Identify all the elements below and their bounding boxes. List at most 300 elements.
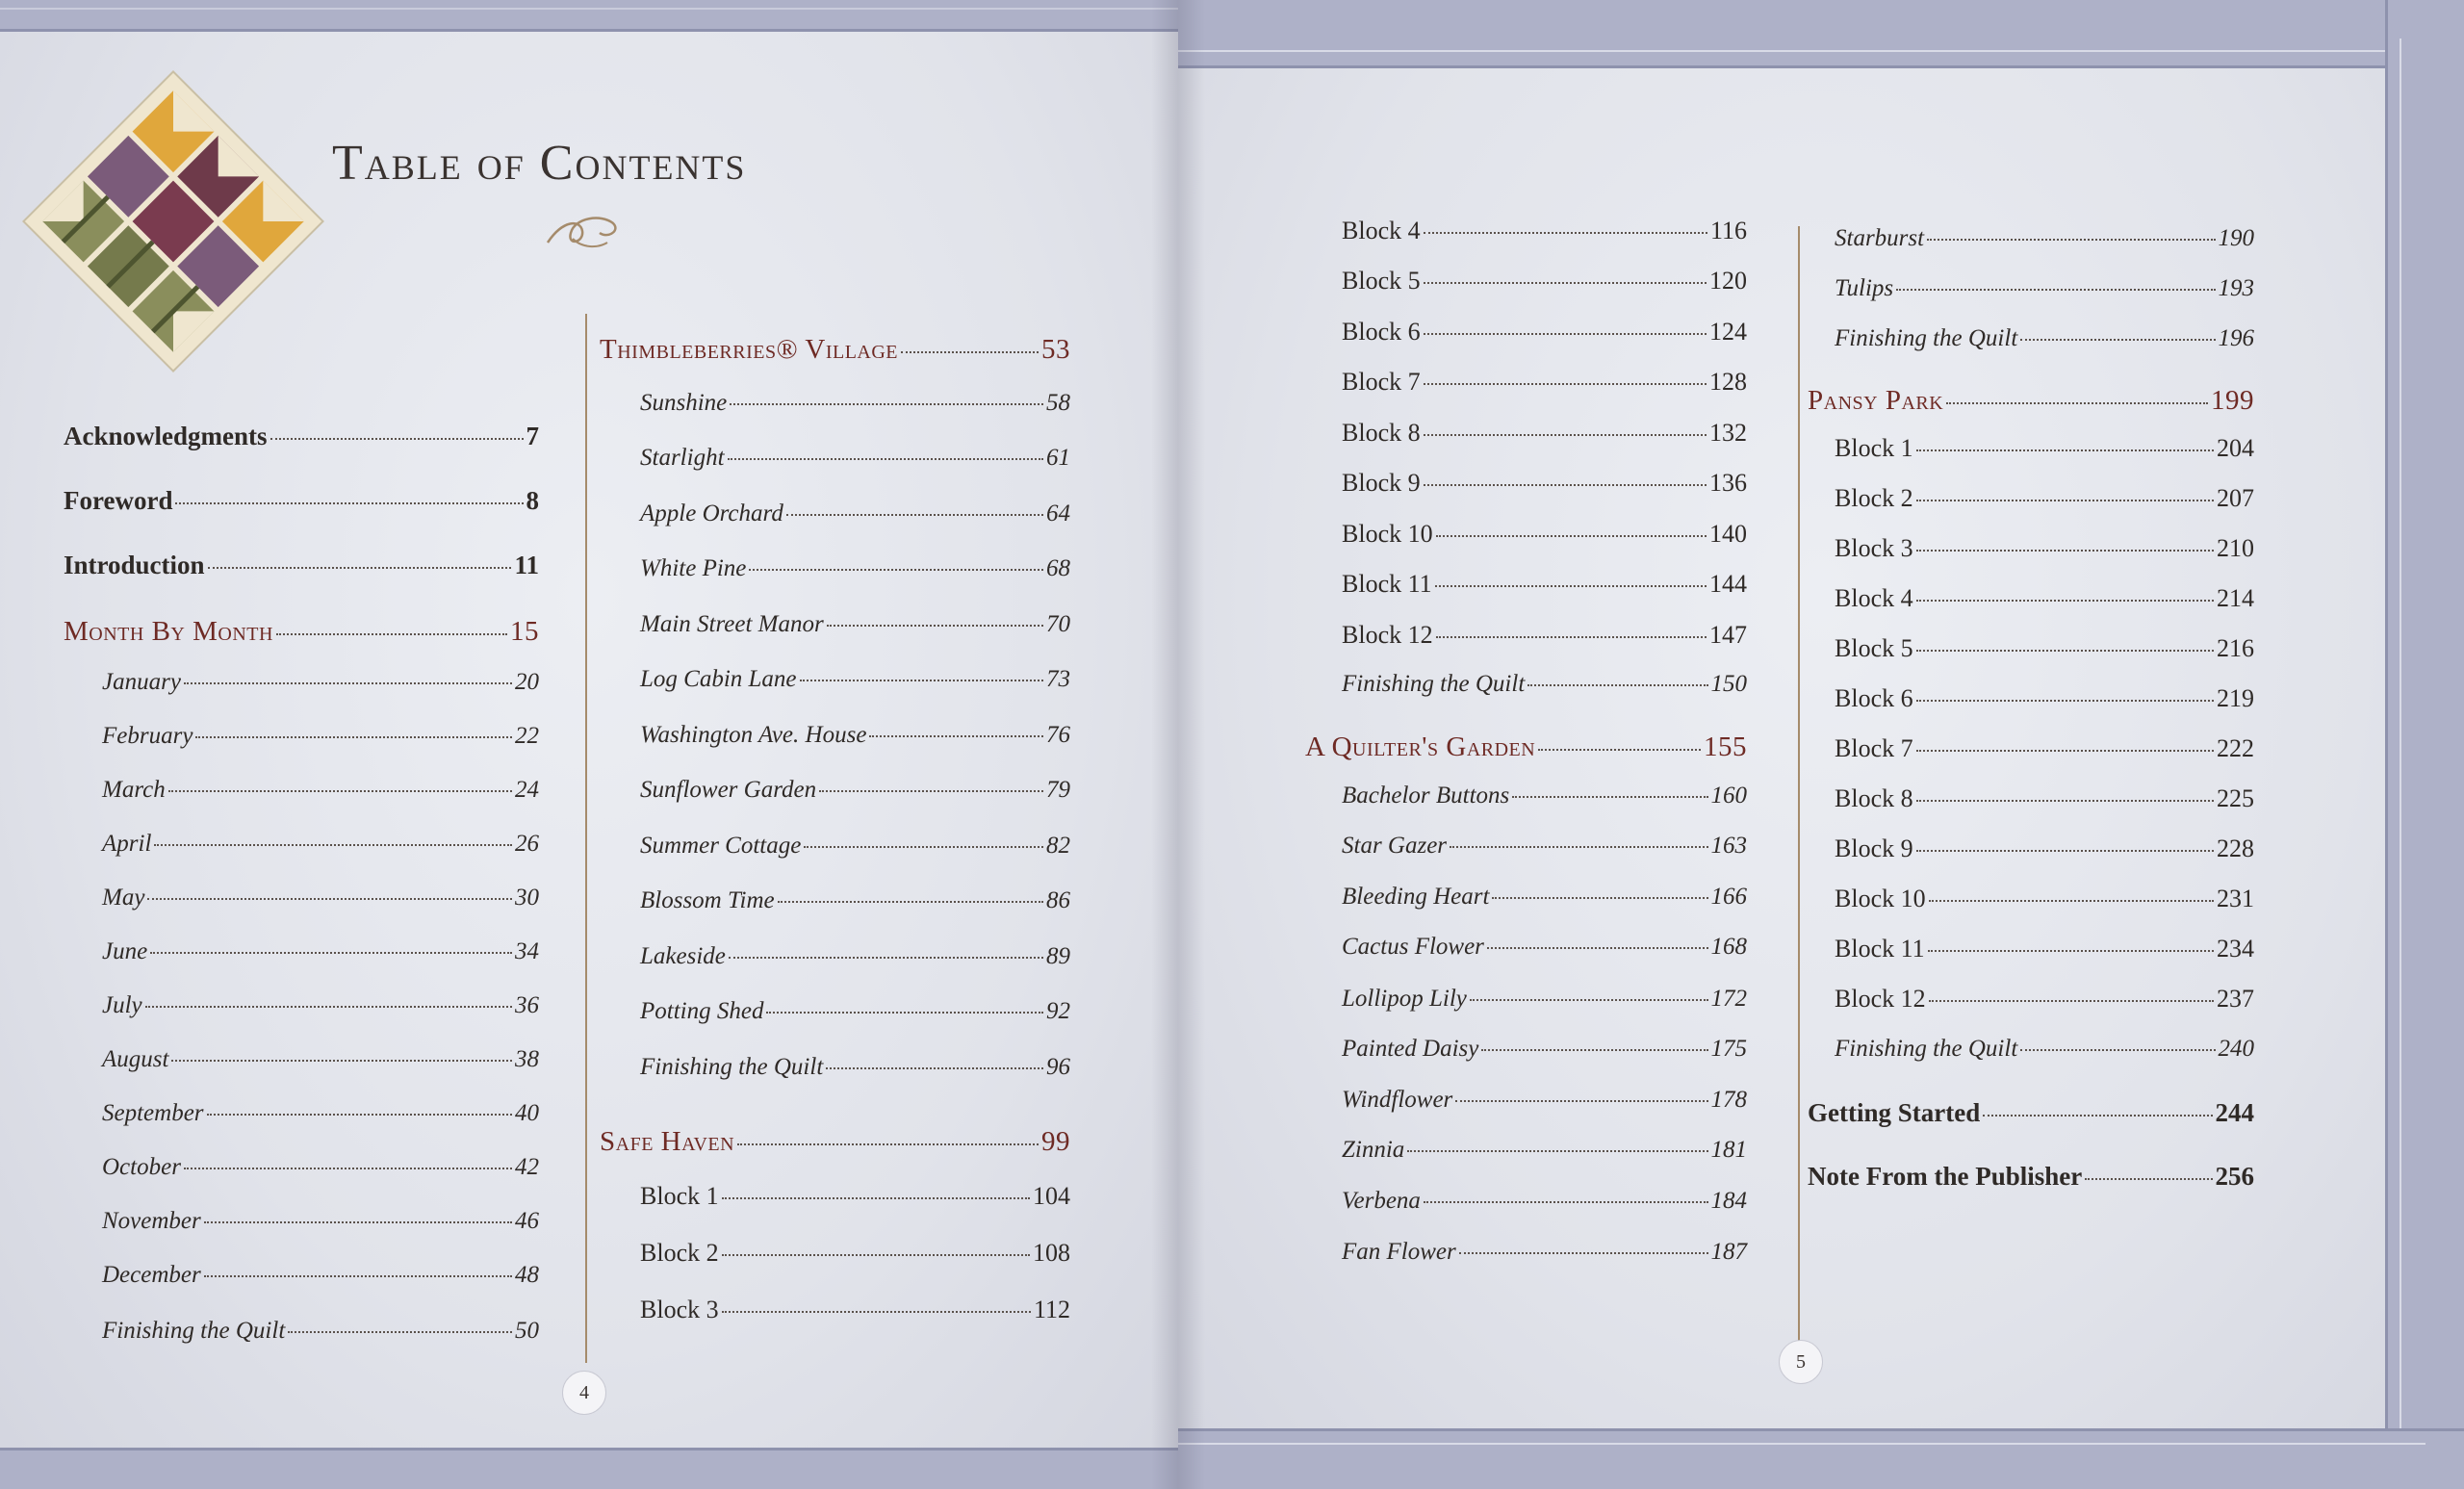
- dot-leader: [145, 1005, 512, 1008]
- toc-entry: [1342, 1087, 1747, 1114]
- toc-entry-title: Block 4: [1835, 584, 1913, 612]
- toc-entry-page: 210: [2217, 534, 2254, 562]
- dot-leader: [1916, 799, 2214, 802]
- toc-entry: [640, 1182, 1070, 1211]
- toc-entry-title: Block 8: [1342, 419, 1421, 447]
- toc-entry-title: Tulips: [1835, 275, 1894, 301]
- toc-entry-page: 175: [1710, 1036, 1747, 1062]
- toc-entry-page: 89: [1046, 943, 1070, 969]
- dot-leader: [1929, 999, 2214, 1002]
- left-top-border: [0, 0, 1178, 32]
- toc-entry: [1835, 275, 2254, 302]
- dot-leader: [2020, 338, 2215, 341]
- dot-leader: [1492, 896, 1707, 899]
- dot-leader: [737, 1142, 1039, 1145]
- dot-leader: [1983, 1114, 2212, 1117]
- dot-leader: [1916, 499, 2214, 501]
- dot-leader: [1916, 449, 2214, 451]
- toc-entry-page: 79: [1046, 777, 1070, 803]
- dot-leader: [722, 1310, 1031, 1313]
- dot-leader: [1916, 549, 2214, 552]
- dot-leader: [1538, 748, 1701, 751]
- toc-entry-title: Block 11: [1835, 935, 1925, 963]
- toc-entry-page: 204: [2217, 434, 2254, 462]
- toc-entry-page: 24: [515, 777, 539, 803]
- dot-leader: [1946, 401, 2208, 404]
- dot-leader: [728, 457, 1043, 460]
- toc-entry-title: Getting Started: [1808, 1098, 1981, 1127]
- column-divider-left: [585, 314, 587, 1363]
- dot-leader: [729, 956, 1043, 959]
- toc-entry-title: Windflower: [1342, 1087, 1453, 1113]
- toc-entry: [1342, 1036, 1747, 1063]
- dot-leader: [1424, 1200, 1708, 1203]
- toc-entry-title: White Pine: [640, 555, 747, 581]
- toc-entry-title: Starlight: [640, 445, 725, 471]
- toc-entry-title: Finishing the Quilt: [1342, 671, 1526, 697]
- tulip-quilt-block-icon: [10, 58, 337, 385]
- right-bottom-border: [1178, 1428, 2464, 1489]
- dot-leader: [1459, 1251, 1708, 1254]
- toc-entry-title: Painted Daisy: [1342, 1036, 1479, 1062]
- toc-entry-page: 144: [1709, 570, 1747, 598]
- column-divider-right: [1798, 226, 1800, 1348]
- toc-entry-page: 190: [2218, 225, 2254, 251]
- dot-leader: [722, 1253, 1030, 1256]
- toc-entry-title: Apple Orchard: [640, 501, 783, 526]
- toc-entry: [1808, 1098, 2254, 1128]
- toc-entry: [1342, 1239, 1747, 1266]
- dot-leader: [1407, 1149, 1707, 1152]
- toc-entry-title: Block 10: [1835, 885, 1926, 912]
- toc-entry: [1835, 684, 2254, 713]
- toc-entry-page: 168: [1710, 934, 1747, 960]
- toc-entry: [1342, 469, 1747, 498]
- dot-leader: [1450, 845, 1707, 848]
- toc-entry: [102, 938, 539, 965]
- toc-entry: [1342, 267, 1747, 295]
- toc-entry-page: 15: [510, 616, 539, 647]
- toc-entry-page: 244: [2215, 1098, 2254, 1127]
- dot-leader: [722, 1196, 1030, 1199]
- toc-entry: [1342, 671, 1747, 698]
- toc-entry-title: Block 9: [1835, 834, 1913, 862]
- toc-entry-page: 256: [2215, 1162, 2254, 1191]
- toc-entry-page: 99: [1041, 1126, 1070, 1157]
- toc-entry: [640, 833, 1070, 860]
- dot-leader: [204, 1274, 512, 1277]
- toc-entry-title: Finishing the Quilt: [1835, 325, 2018, 351]
- dot-leader: [154, 843, 512, 846]
- toc-entry-title: Fan Flower: [1342, 1239, 1456, 1265]
- toc-entry-page: 214: [2217, 584, 2254, 612]
- toc-entry-title: Foreword: [64, 486, 173, 515]
- toc-entry: [1835, 484, 2254, 513]
- dot-leader: [1424, 332, 1707, 335]
- toc-entry-title: Finishing the Quilt: [102, 1318, 286, 1344]
- toc-entry-title: Thimbleberries® Village: [600, 334, 899, 365]
- toc-entry-page: 40: [515, 1100, 539, 1126]
- toc-entry-title: Block 12: [1342, 621, 1433, 649]
- toc-entry-page: 61: [1046, 445, 1070, 471]
- toc-entry: [1835, 885, 2254, 913]
- toc-entry: [640, 998, 1070, 1025]
- toc-entry: [102, 1154, 539, 1181]
- toc-entry-page: 50: [515, 1318, 539, 1344]
- toc-entry: [102, 777, 539, 804]
- toc-entry-page: 76: [1046, 722, 1070, 748]
- toc-entry: [64, 486, 539, 516]
- toc-entry-page: 207: [2217, 484, 2254, 512]
- toc-entry: [640, 722, 1070, 749]
- toc-entry: [1835, 834, 2254, 863]
- toc-entry-title: November: [102, 1208, 201, 1234]
- toc-entry-title: Finishing the Quilt: [640, 1054, 824, 1080]
- toc-entry-page: 8: [526, 486, 539, 515]
- toc-entry-page: 172: [1710, 986, 1747, 1012]
- toc-entry: [1342, 217, 1747, 245]
- toc-entry-title: Block 1: [1835, 434, 1913, 462]
- toc-entry-page: 53: [1041, 334, 1070, 365]
- dot-leader: [1424, 433, 1707, 436]
- dot-leader: [1512, 795, 1707, 798]
- toc-entry-title: Verbena: [1342, 1188, 1421, 1214]
- toc-entry: [1835, 634, 2254, 663]
- toc-entry-page: 237: [2217, 985, 2254, 1013]
- toc-entry-page: 193: [2218, 275, 2254, 301]
- toc-entry-title: Cactus Flower: [1342, 934, 1484, 960]
- toc-entry: [1342, 934, 1747, 961]
- dot-leader: [1470, 998, 1708, 1001]
- dot-leader: [2020, 1048, 2215, 1051]
- toc-entry-page: 199: [2211, 385, 2254, 416]
- toc-entry-title: Block 1: [640, 1182, 719, 1210]
- dot-leader: [270, 437, 524, 440]
- toc-entry: [640, 445, 1070, 472]
- toc-entry-page: 22: [515, 723, 539, 749]
- toc-entry-page: 166: [1710, 884, 1747, 910]
- dot-leader: [2085, 1177, 2212, 1180]
- toc-entry-title: Block 5: [1342, 267, 1421, 295]
- toc-entry-title: Log Cabin Lane: [640, 666, 797, 692]
- toc-entry-page: 234: [2217, 935, 2254, 963]
- toc-entry-title: Introduction: [64, 551, 205, 579]
- toc-entry: [102, 723, 539, 750]
- toc-entry: [600, 334, 1070, 366]
- toc-entry: [1835, 734, 2254, 763]
- toc-entry: [1305, 732, 1747, 763]
- dot-leader: [1487, 946, 1708, 949]
- toc-entry-page: 108: [1033, 1239, 1070, 1267]
- dot-leader: [204, 1220, 512, 1223]
- toc-entry-title: Star Gazer: [1342, 833, 1448, 859]
- dot-leader: [195, 735, 512, 738]
- dot-leader: [168, 789, 512, 792]
- toc-entry-page: 128: [1709, 368, 1747, 396]
- dot-leader: [1916, 749, 2214, 752]
- toc-entry: [640, 1239, 1070, 1268]
- toc-entry: [640, 666, 1070, 693]
- dot-leader: [1929, 899, 2214, 902]
- toc-entry: [1835, 1036, 2254, 1063]
- toc-entry: [640, 611, 1070, 638]
- toc-entry: [1808, 385, 2254, 417]
- toc-entry-page: 34: [515, 938, 539, 964]
- dot-leader: [800, 679, 1043, 681]
- toc-entry-page: 30: [515, 885, 539, 911]
- toc-entry-title: August: [102, 1046, 169, 1072]
- toc-entry: [102, 669, 539, 696]
- toc-entry-page: 160: [1710, 783, 1747, 809]
- dot-leader: [276, 632, 507, 635]
- dot-leader: [150, 951, 512, 954]
- toc-entry-title: July: [102, 992, 142, 1018]
- toc-entry: [1342, 884, 1747, 911]
- toc-entry-title: Month By Month: [64, 616, 273, 647]
- toc-entry-title: Block 3: [640, 1296, 719, 1323]
- toc-entry-page: 219: [2217, 684, 2254, 712]
- dot-leader: [1916, 699, 2214, 702]
- toc-entry-title: Safe Haven: [600, 1126, 735, 1157]
- toc-entry-page: 11: [514, 551, 539, 579]
- dot-leader: [1436, 635, 1707, 638]
- toc-entry-title: Sunshine: [640, 390, 728, 416]
- toc-entry-title: Sunflower Garden: [640, 777, 817, 803]
- toc-entry-title: October: [102, 1154, 181, 1180]
- toc-entry-page: 147: [1709, 621, 1747, 649]
- dot-leader: [1916, 849, 2214, 852]
- toc-entry-page: 7: [526, 422, 539, 450]
- book-gutter: [1151, 0, 1205, 1489]
- toc-entry: [640, 1296, 1070, 1324]
- toc-entry-title: Lakeside: [640, 943, 726, 969]
- left-bottom-border: [0, 1448, 1178, 1489]
- toc-entry-page: 155: [1704, 732, 1747, 762]
- toc-entry: [1835, 985, 2254, 1014]
- dot-leader: [749, 568, 1043, 571]
- dot-leader: [1424, 281, 1707, 284]
- toc-entry-title: Block 7: [1342, 368, 1421, 396]
- toc-entry: [1835, 325, 2254, 352]
- toc-entry-page: 116: [1709, 217, 1747, 244]
- toc-entry-page: 120: [1709, 267, 1747, 295]
- toc-entry: [1342, 1188, 1747, 1215]
- toc-entry: [102, 1100, 539, 1127]
- toc-entry-page: 48: [515, 1262, 539, 1288]
- toc-entry-title: Block 7: [1835, 734, 1913, 762]
- dot-leader: [826, 1066, 1043, 1069]
- toc-entry: [64, 616, 539, 648]
- toc-entry-page: 86: [1046, 887, 1070, 913]
- toc-entry-title: Bachelor Buttons: [1342, 783, 1510, 809]
- dot-leader: [786, 513, 1043, 516]
- toc-entry-page: 26: [515, 831, 539, 857]
- dot-leader: [1916, 599, 2214, 602]
- toc-entry-title: Finishing the Quilt: [1835, 1036, 2018, 1062]
- dot-leader: [171, 1059, 512, 1062]
- toc-entry: [1342, 368, 1747, 397]
- toc-entry-page: 36: [515, 992, 539, 1018]
- dot-leader: [1927, 238, 2215, 241]
- toc-entry: [1835, 935, 2254, 963]
- toc-entry-title: Block 9: [1342, 469, 1421, 497]
- dot-leader: [869, 734, 1043, 737]
- dot-leader: [819, 789, 1043, 792]
- toc-entry-page: 196: [2218, 325, 2254, 351]
- toc-entry-page: 124: [1709, 318, 1747, 346]
- dot-leader: [1435, 584, 1707, 587]
- toc-entry-page: 73: [1046, 666, 1070, 692]
- toc-entry: [640, 555, 1070, 582]
- toc-entry: [1342, 520, 1747, 549]
- toc-entry-title: Block 11: [1342, 570, 1432, 598]
- dot-leader: [184, 681, 512, 684]
- toc-entry-title: Block 10: [1342, 520, 1433, 548]
- toc-entry-title: June: [102, 938, 148, 964]
- toc-entry-page: 228: [2217, 834, 2254, 862]
- dot-leader: [778, 900, 1043, 903]
- dot-leader: [804, 845, 1043, 848]
- toc-entry: [640, 943, 1070, 970]
- toc-entry-page: 136: [1709, 469, 1747, 497]
- toc-entry-title: Acknowledgments: [64, 422, 268, 450]
- toc-entry-page: 140: [1709, 520, 1747, 548]
- toc-entry-page: 58: [1046, 390, 1070, 416]
- toc-entry: [640, 390, 1070, 417]
- right-top-border: [1178, 0, 2464, 68]
- toc-entry-title: Lollipop Lily: [1342, 986, 1467, 1012]
- dot-leader: [1928, 949, 2214, 952]
- toc-entry: [102, 885, 539, 911]
- toc-entry-page: 181: [1710, 1137, 1747, 1163]
- toc-entry: [1835, 534, 2254, 563]
- dot-leader: [208, 566, 512, 569]
- toc-entry-title: Summer Cottage: [640, 833, 802, 859]
- dot-leader: [766, 1011, 1043, 1014]
- toc-entry: [640, 501, 1070, 527]
- toc-entry-title: Block 2: [640, 1239, 719, 1267]
- dot-leader: [175, 501, 523, 504]
- toc-entry-page: 70: [1046, 611, 1070, 637]
- toc-entry-title: January: [102, 669, 181, 695]
- toc-entry-page: 104: [1033, 1182, 1070, 1210]
- toc-entry: [640, 887, 1070, 914]
- toc-entry: [102, 1046, 539, 1073]
- toc-entry-page: 46: [515, 1208, 539, 1234]
- toc-entry-page: 96: [1046, 1054, 1070, 1080]
- toc-entry-title: Bleeding Heart: [1342, 884, 1490, 910]
- toc-entry-title: Pansy Park: [1808, 385, 1944, 416]
- dot-leader: [1527, 683, 1707, 686]
- toc-entry: [64, 551, 539, 580]
- dot-leader: [730, 402, 1043, 405]
- toc-entry-title: Block 12: [1835, 985, 1926, 1013]
- toc-entry: [600, 1126, 1070, 1158]
- dot-leader: [184, 1167, 512, 1169]
- toc-entry-title: February: [102, 723, 193, 749]
- toc-entry: [1342, 318, 1747, 347]
- toc-entry: [1835, 784, 2254, 813]
- toc-entry-title: A Quilter's Garden: [1305, 732, 1536, 762]
- dot-leader: [827, 624, 1043, 627]
- toc-entry: [1808, 1162, 2254, 1192]
- dot-leader: [1896, 288, 2215, 291]
- toc-entry-title: Block 2: [1835, 484, 1913, 512]
- toc-entry-title: Starburst: [1835, 225, 1925, 251]
- toc-entry-title: Washington Ave. House: [640, 722, 867, 748]
- toc-entry-page: 225: [2217, 784, 2254, 812]
- toc-entry-title: March: [102, 777, 166, 803]
- toc-entry-page: 38: [515, 1046, 539, 1072]
- toc-entry-page: 92: [1046, 998, 1070, 1024]
- toc-entry-page: 240: [2218, 1036, 2254, 1062]
- toc-entry: [1342, 833, 1747, 860]
- page-title: Table of Contents: [332, 136, 747, 191]
- toc-entry-page: 178: [1710, 1087, 1747, 1113]
- toc-entry: [1342, 621, 1747, 650]
- toc-entry: [640, 1054, 1070, 1081]
- toc-entry-title: Block 6: [1342, 318, 1421, 346]
- toc-entry-title: April: [102, 831, 152, 857]
- toc-entry-title: Zinnia: [1342, 1137, 1405, 1163]
- toc-entry: [1342, 986, 1747, 1013]
- toc-entry-page: 150: [1710, 671, 1747, 697]
- toc-entry-title: May: [102, 885, 145, 911]
- toc-entry-page: 20: [515, 669, 539, 695]
- toc-entry-title: September: [102, 1100, 204, 1126]
- toc-entry-title: Potting Shed: [640, 998, 764, 1024]
- toc-entry-page: 64: [1046, 501, 1070, 526]
- toc-entry-title: Block 6: [1835, 684, 1913, 712]
- toc-entry-title: Block 4: [1342, 217, 1421, 244]
- toc-entry-title: December: [102, 1262, 201, 1288]
- toc-entry-title: Block 5: [1835, 634, 1913, 662]
- dot-leader: [1455, 1099, 1707, 1102]
- toc-entry-page: 112: [1033, 1296, 1070, 1323]
- toc-entry: [1835, 225, 2254, 252]
- dot-leader: [1424, 231, 1707, 234]
- toc-entry: [1342, 570, 1747, 599]
- toc-entry: [102, 992, 539, 1019]
- toc-entry-title: Note From the Publisher: [1808, 1162, 2083, 1191]
- flourish-ornament-icon: [544, 210, 621, 252]
- toc-entry-page: 216: [2217, 634, 2254, 662]
- page-number-right: 5: [1779, 1340, 1823, 1384]
- toc-entry-page: 42: [515, 1154, 539, 1180]
- toc-entry: [64, 422, 539, 451]
- toc-entry-page: 184: [1710, 1188, 1747, 1214]
- dot-leader: [288, 1330, 512, 1333]
- page-number-left: 4: [562, 1371, 606, 1415]
- toc-entry-title: Block 3: [1835, 534, 1913, 562]
- dot-leader: [1424, 483, 1707, 486]
- toc-entry-title: Blossom Time: [640, 887, 775, 913]
- toc-entry-page: 222: [2217, 734, 2254, 762]
- toc-entry: [1835, 434, 2254, 463]
- toc-entry: [1342, 419, 1747, 448]
- toc-entry: [640, 777, 1070, 804]
- dot-leader: [1481, 1048, 1707, 1051]
- toc-entry: [102, 831, 539, 858]
- dot-leader: [1436, 534, 1707, 537]
- toc-entry: [1835, 584, 2254, 613]
- toc-entry: [102, 1262, 539, 1289]
- toc-entry: [102, 1318, 539, 1345]
- dot-leader: [901, 350, 1039, 353]
- toc-entry-title: Main Street Manor: [640, 611, 824, 637]
- dot-leader: [1916, 649, 2214, 652]
- dot-leader: [147, 897, 512, 900]
